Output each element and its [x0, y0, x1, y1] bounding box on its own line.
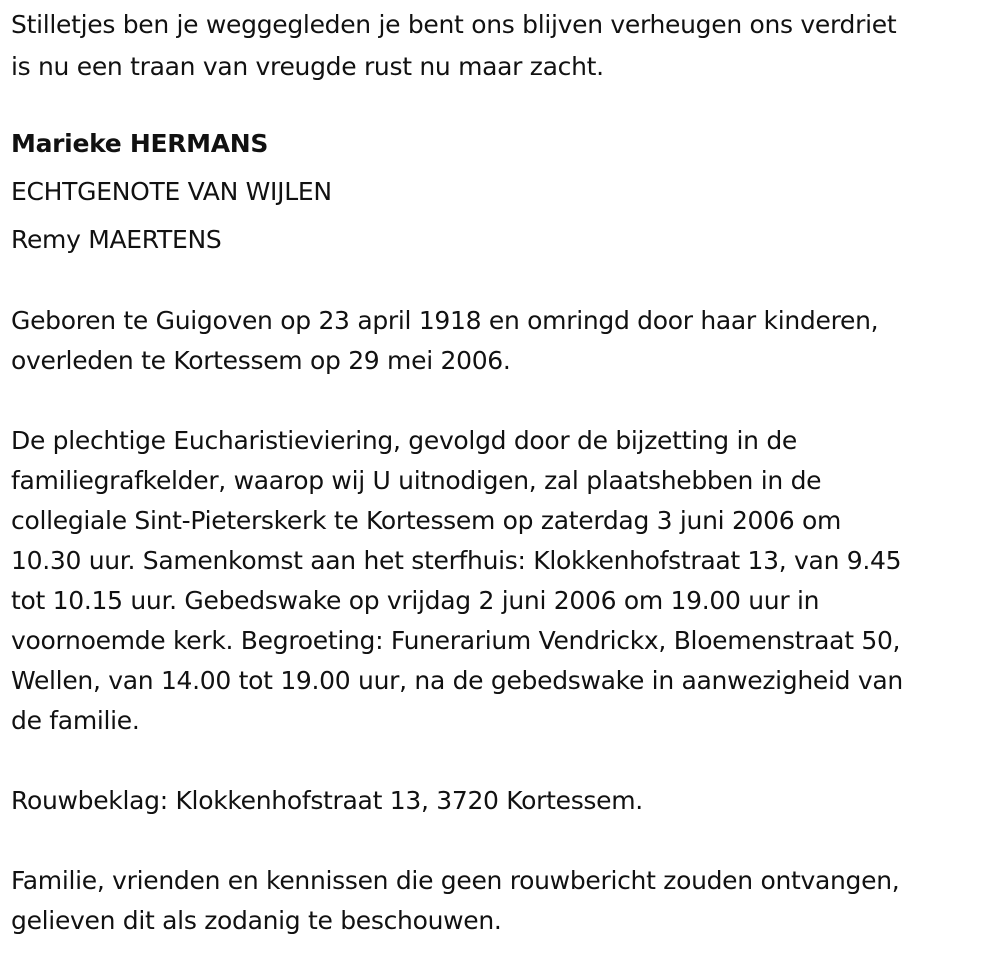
- ceremony-line: 10.30 uur. Samenkomst aan het sterfhuis: Klokkenhofstraat 13, van 9.45: [11, 546, 902, 575]
- ceremony-line: De plechtige Eucharistieviering, gevolgd door de bijzetting in de: [11, 426, 798, 455]
- closing-line-1: Familie, vrienden en kennissen die geen rouwbericht zouden ontvangen,: [11, 866, 900, 895]
- spouse-name: Remy MAERTENS: [11, 225, 222, 254]
- deceased-name: Marieke HERMANS: [11, 129, 269, 158]
- ceremony-line: collegiale Sint-Pieterskerk te Kortessem op zaterdag 3 juni 2006 om: [11, 506, 842, 535]
- ceremony-line: Wellen, van 14.00 tot 19.00 uur, na de gebedswake in aanwezigheid van: [11, 666, 903, 695]
- ceremony-line: voornoemde kerk. Begroeting: Funerarium Vendrickx, Bloemenstraat 50,: [11, 626, 901, 655]
- poem-line-1: Stilletjes ben je weggegleden je bent ons blijven verheugen ons verdriet: [11, 10, 897, 39]
- death-line: overleden te Kortessem op 29 mei 2006.: [11, 346, 511, 375]
- ceremony-line: tot 10.15 uur. Gebedswake op vrijdag 2 juni 2006 om 19.00 uur in: [11, 586, 820, 615]
- birth-line: Geboren te Guigoven op 23 april 1918 en omringd door haar kinderen,: [11, 306, 879, 335]
- ceremony-line: familiegrafkelder, waarop wij U uitnodigen, zal plaatshebben in de: [11, 466, 822, 495]
- relation-label: ECHTGENOTE VAN WIJLEN: [11, 177, 332, 206]
- condolences-address: Rouwbeklag: Klokkenhofstraat 13, 3720 Kortessem.: [11, 786, 643, 815]
- closing-line-2: gelieven dit als zodanig te beschouwen.: [11, 906, 502, 935]
- ceremony-line: de familie.: [11, 706, 140, 735]
- poem-line-2: is nu een traan van vreugde rust nu maar zacht.: [11, 52, 604, 81]
